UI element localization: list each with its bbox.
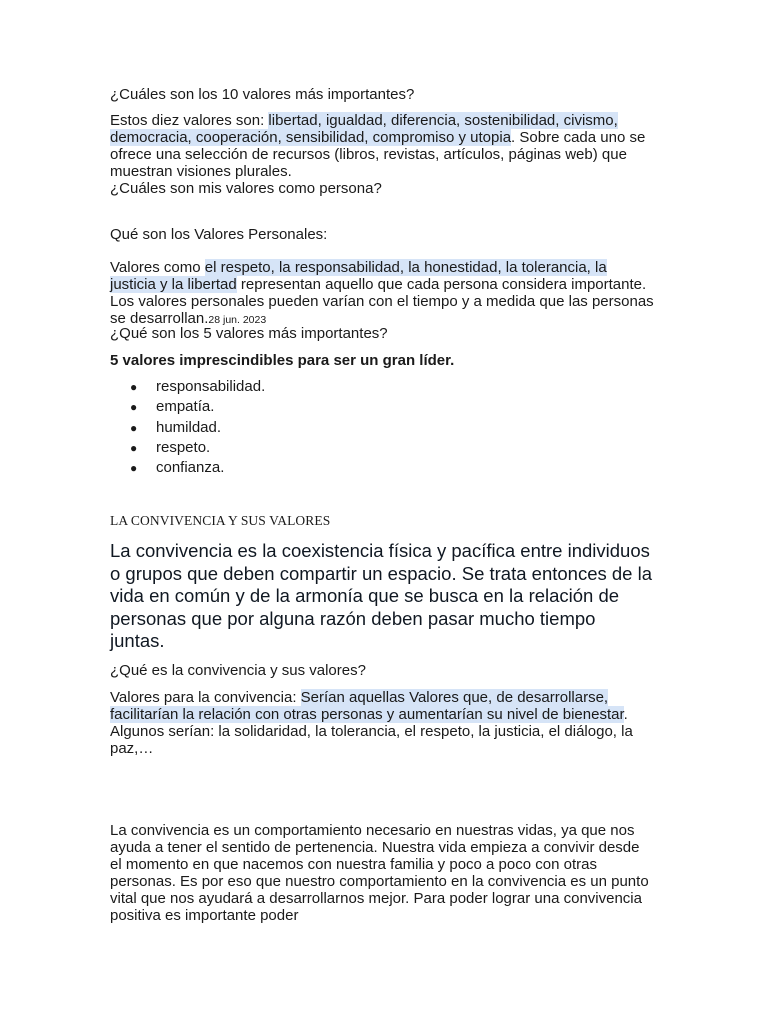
list-item: ● responsabilidad. — [110, 377, 655, 397]
text-suffix: . Sobre cada uno se ofrece una selección de recursos (libros, revistas, artículos, páginas web) que muestran visiones plurales. — [110, 129, 646, 180]
list-item: ● humildad. — [110, 418, 655, 438]
highlighted-values: el respeto, la responsabilidad, la honestidad, la tolerancia, la justicia y la libertad — [110, 259, 607, 293]
question-convivencia: ¿Qué es la convivencia y sus valores? — [110, 662, 366, 679]
paragraph-convivencia-values — [110, 689, 655, 757]
bullet-icon: ● — [130, 440, 138, 455]
list-item: ● confianza. — [110, 458, 655, 478]
date-label: 28 jun. 2023 — [208, 314, 267, 326]
paragraph-convivencia-behavior: La convivencia es un comportamiento necesario en nuestras vidas, ya que nos ayuda a tener el sentido de pertenencia. Nuestra vida empieza a convivir desde el momento en que nacemos con nuestra familia y poco a poco con otras personas. Es por eso que nuestro comportamiento en la convivencia es un punto vital que nos ayudará a desarrollarnos mejor. Para poder lograr una convivencia positiva es importante poder — [110, 822, 649, 924]
bullet-icon: ● — [130, 380, 138, 394]
question-10-values: ¿Cuáles son los 10 valores más importantes? — [110, 86, 415, 103]
bullet-icon: ● — [130, 461, 138, 476]
text-prefix: Estos diez valores son: — [110, 112, 269, 129]
list-item: ● respeto. — [110, 438, 655, 458]
text-suffix: . Algunos serían: la solidaridad, la tolerancia, el respeto, la justicia, el diálogo, la paz,… — [110, 706, 633, 757]
personal-values-title: Qué son los Valores Personales: — [110, 226, 328, 243]
text-prefix: Valores como — [110, 259, 205, 276]
text-suffix: representan aquello que cada persona considera importante. Los valores personales pueden varían con el tiempo y a medida que las personas se desarrollan. — [110, 276, 654, 327]
paragraph-personal-values — [110, 259, 655, 329]
leader-values-list — [110, 377, 655, 478]
list-item: ● empatía. — [110, 397, 655, 417]
convivencia-heading: LA CONVIVENCIA Y SUS VALORES — [110, 513, 331, 528]
bullet-icon: ● — [130, 420, 138, 435]
highlighted-values: libertad, igualdad, diferencia, sostenibilidad, civismo, democracia, cooperación, sensibilidad, compromiso y utopia — [110, 112, 618, 146]
text-prefix: Valores para la convivencia: — [110, 689, 301, 706]
leader-values-heading: 5 valores imprescindibles para ser un gran líder. — [110, 352, 455, 369]
convivencia-definition: La convivencia es la coexistencia física y pacífica entre individuos o grupos que deben compartir un espacio. Se trata entonces de la vida en común y de la armonía que se busca en la relación de personas que por alguna razón deben pasar mucho tiempo juntas. — [110, 540, 652, 651]
highlighted-values: Serían aquellas Valores que, de desarrollarse, facilitarían la relación con otras personas y aumentarían su nivel de bienestar — [110, 689, 624, 723]
paragraph-ten-values — [110, 112, 655, 180]
bullet-icon: ● — [130, 400, 138, 415]
question-my-values: ¿Cuáles son mis valores como persona? — [110, 180, 382, 197]
question-5-values: ¿Qué son los 5 valores más importantes? — [110, 325, 388, 342]
